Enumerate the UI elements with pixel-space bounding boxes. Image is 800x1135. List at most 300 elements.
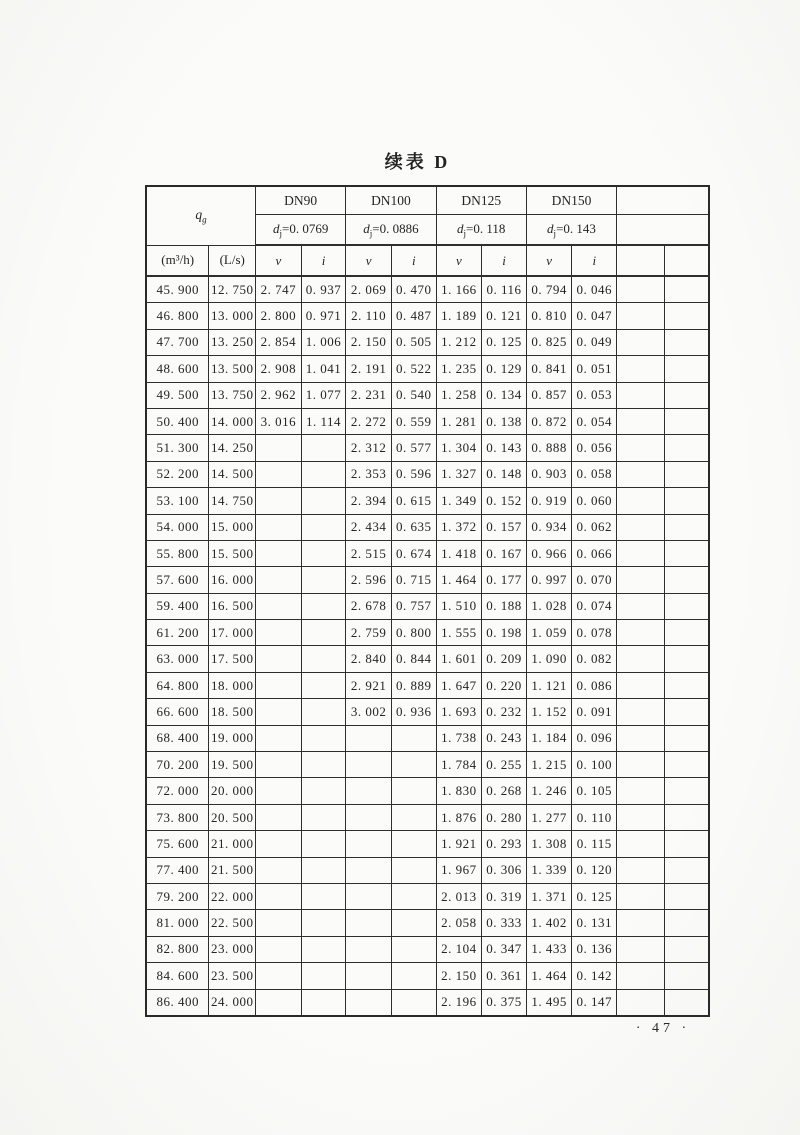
cell-dn150-i: 0. 091 (572, 699, 617, 725)
cell-dn150-v: 1. 215 (526, 752, 572, 778)
cell-extra-1 (617, 672, 665, 698)
header-dj-dn90 (256, 215, 346, 246)
cell-dn90-i (301, 567, 346, 593)
cell-dn100-i (391, 936, 436, 962)
table-row (146, 989, 709, 1016)
cell-dn150-v: 0. 919 (526, 488, 572, 514)
table-row (146, 567, 709, 593)
cell-dn90-i (301, 778, 346, 804)
cell-dn90-v (256, 540, 302, 566)
cell-dn125-i: 0. 148 (482, 461, 527, 487)
cell-extra-2 (664, 303, 709, 329)
table-row (146, 752, 709, 778)
cell-dn150-v: 1. 246 (526, 778, 572, 804)
cell-q-m3h: 86. 400 (146, 989, 209, 1016)
cell-dn100-i: 0. 540 (391, 382, 436, 408)
table-row (146, 857, 709, 883)
cell-q-m3h: 73. 800 (146, 804, 209, 830)
cell-dn90-v (256, 936, 302, 962)
header-extra-blank-1 (617, 186, 709, 215)
cell-dn100-i: 0. 844 (391, 646, 436, 672)
cell-dn90-v (256, 831, 302, 857)
cell-dn125-v: 1. 212 (436, 329, 482, 355)
cell-extra-2 (664, 804, 709, 830)
cell-dn150-i: 0. 053 (572, 382, 617, 408)
cell-dn90-v (256, 857, 302, 883)
cell-dn90-v (256, 804, 302, 830)
cell-dn90-i (301, 831, 346, 857)
cell-dn100-v: 2. 069 (346, 276, 392, 303)
cell-dn125-v: 2. 104 (436, 936, 482, 962)
cell-extra-1 (617, 488, 665, 514)
cell-dn90-i (301, 883, 346, 909)
cell-dn90-i (301, 488, 346, 514)
cell-dn150-i: 0. 120 (572, 857, 617, 883)
cell-dn150-v: 1. 308 (526, 831, 572, 857)
cell-dn90-v (256, 963, 302, 989)
header-i-dn100: i (391, 245, 436, 276)
cell-dn150-v: 1. 339 (526, 857, 572, 883)
cell-dn125-v: 1. 258 (436, 382, 482, 408)
cell-dn150-i: 0. 096 (572, 725, 617, 751)
cell-dn125-i: 0. 198 (482, 620, 527, 646)
cell-dn150-i: 0. 051 (572, 356, 617, 382)
cell-dn125-i: 0. 177 (482, 567, 527, 593)
cell-extra-2 (664, 831, 709, 857)
cell-dn125-i: 0. 125 (482, 329, 527, 355)
cell-dn125-i: 0. 157 (482, 514, 527, 540)
cell-dn90-i: 1. 041 (301, 356, 346, 382)
cell-dn150-v: 0. 966 (526, 540, 572, 566)
cell-dn90-i (301, 646, 346, 672)
cell-extra-2 (664, 593, 709, 619)
cell-q-m3h: 75. 600 (146, 831, 209, 857)
cell-q-m3h: 82. 800 (146, 936, 209, 962)
cell-q-ls: 23. 000 (209, 936, 256, 962)
cell-q-m3h: 53. 100 (146, 488, 209, 514)
cell-dn90-v (256, 883, 302, 909)
header-v-dn100: v (346, 245, 392, 276)
cell-dn100-i: 0. 889 (391, 672, 436, 698)
cell-dn90-v (256, 488, 302, 514)
cell-dn125-v: 1. 281 (436, 408, 482, 434)
cell-dn100-v (346, 804, 392, 830)
cell-dn90-v (256, 514, 302, 540)
cell-dn125-i: 0. 143 (482, 435, 527, 461)
cell-extra-2 (664, 910, 709, 936)
cell-dn100-i (391, 752, 436, 778)
cell-q-m3h: 46. 800 (146, 303, 209, 329)
cell-q-ls: 14. 500 (209, 461, 256, 487)
cell-dn125-i: 0. 121 (482, 303, 527, 329)
cell-dn100-i: 0. 800 (391, 620, 436, 646)
cell-dn100-v: 2. 394 (346, 488, 392, 514)
cell-dn125-v: 1. 327 (436, 461, 482, 487)
cell-q-m3h: 47. 700 (146, 329, 209, 355)
cell-dn150-i: 0. 136 (572, 936, 617, 962)
cell-q-ls: 21. 500 (209, 857, 256, 883)
cell-extra-1 (617, 752, 665, 778)
cell-dn125-i: 0. 268 (482, 778, 527, 804)
d-symbol: d (547, 220, 554, 236)
table-title-text: 续表 D (384, 152, 451, 172)
d-symbol: d (273, 220, 280, 236)
cell-dn90-i (301, 540, 346, 566)
table-row (146, 936, 709, 962)
cell-extra-1 (617, 303, 665, 329)
cell-dn125-i: 0. 306 (482, 857, 527, 883)
cell-dn125-i: 0. 129 (482, 356, 527, 382)
cell-extra-1 (617, 540, 665, 566)
cell-dn90-i: 1. 077 (301, 382, 346, 408)
d-symbol: d (457, 220, 464, 236)
header-row-dn (146, 186, 709, 215)
cell-dn100-v (346, 910, 392, 936)
cell-dn150-v: 1. 371 (526, 883, 572, 909)
cell-dn125-i: 0. 232 (482, 699, 527, 725)
cell-extra-2 (664, 408, 709, 434)
cell-extra-1 (617, 963, 665, 989)
header-dj-dn150 (526, 215, 616, 246)
cell-dn100-v: 2. 110 (346, 303, 392, 329)
cell-dn90-v (256, 699, 302, 725)
cell-dn90-i (301, 963, 346, 989)
cell-extra-2 (664, 514, 709, 540)
cell-q-m3h: 84. 600 (146, 963, 209, 989)
cell-extra-2 (664, 646, 709, 672)
cell-extra-2 (664, 883, 709, 909)
cell-q-ls: 20. 500 (209, 804, 256, 830)
cell-q-m3h: 52. 200 (146, 461, 209, 487)
cell-dn150-i: 0. 142 (572, 963, 617, 989)
cell-q-ls: 19. 500 (209, 752, 256, 778)
cell-q-m3h: 63. 000 (146, 646, 209, 672)
cell-q-ls: 16. 000 (209, 567, 256, 593)
cell-dn125-i: 0. 255 (482, 752, 527, 778)
cell-dn90-v (256, 989, 302, 1016)
cell-dn150-i: 0. 110 (572, 804, 617, 830)
cell-q-m3h: 81. 000 (146, 910, 209, 936)
cell-dn150-v: 0. 794 (526, 276, 572, 303)
cell-dn125-v: 1. 921 (436, 831, 482, 857)
cell-dn125-i: 0. 361 (482, 963, 527, 989)
cell-dn150-v: 1. 028 (526, 593, 572, 619)
cell-dn90-i: 0. 937 (301, 276, 346, 303)
cell-dn100-i: 0. 615 (391, 488, 436, 514)
cell-dn100-v (346, 857, 392, 883)
cell-dn150-v: 0. 872 (526, 408, 572, 434)
cell-q-m3h: 45. 900 (146, 276, 209, 303)
table-row (146, 382, 709, 408)
cell-dn125-i: 0. 280 (482, 804, 527, 830)
cell-q-ls: 24. 000 (209, 989, 256, 1016)
cell-dn125-v: 1. 738 (436, 725, 482, 751)
table-row (146, 514, 709, 540)
cell-dn150-i: 0. 105 (572, 778, 617, 804)
cell-dn150-i: 0. 147 (572, 989, 617, 1016)
cell-dn125-v: 1. 876 (436, 804, 482, 830)
cell-dn125-i: 0. 220 (482, 672, 527, 698)
cell-dn100-v (346, 778, 392, 804)
cell-extra-1 (617, 725, 665, 751)
table-row (146, 435, 709, 461)
cell-dn125-v: 1. 372 (436, 514, 482, 540)
cell-dn125-i: 0. 375 (482, 989, 527, 1016)
cell-dn125-v: 1. 189 (436, 303, 482, 329)
cell-dn90-v: 2. 854 (256, 329, 302, 355)
cell-extra-1 (617, 857, 665, 883)
cell-dn90-i: 1. 114 (301, 408, 346, 434)
table-body (146, 276, 709, 1016)
header-dn125: DN125 (436, 186, 526, 215)
table-row (146, 672, 709, 698)
cell-dn125-i: 0. 188 (482, 593, 527, 619)
cell-q-ls: 15. 500 (209, 540, 256, 566)
cell-q-ls: 15. 000 (209, 514, 256, 540)
cell-dn90-i (301, 725, 346, 751)
cell-extra-1 (617, 408, 665, 434)
cell-dn100-v: 2. 434 (346, 514, 392, 540)
d-equation: =0. 0769 (282, 220, 329, 236)
header-dn100: DN100 (346, 186, 436, 215)
cell-dn125-v: 1. 830 (436, 778, 482, 804)
cell-extra-1 (617, 936, 665, 962)
header-flow-symbol (146, 186, 256, 245)
cell-dn100-v: 2. 150 (346, 329, 392, 355)
cell-dn90-i (301, 910, 346, 936)
cell-dn100-v (346, 936, 392, 962)
cell-dn90-i (301, 672, 346, 698)
cell-dn90-v: 2. 962 (256, 382, 302, 408)
cell-dn150-i: 0. 125 (572, 883, 617, 909)
cell-dn100-i: 0. 505 (391, 329, 436, 355)
cell-extra-1 (617, 329, 665, 355)
cell-dn150-v: 0. 888 (526, 435, 572, 461)
cell-dn150-v: 1. 433 (526, 936, 572, 962)
cell-dn100-v (346, 989, 392, 1016)
cell-q-ls: 13. 750 (209, 382, 256, 408)
cell-extra-1 (617, 514, 665, 540)
cell-q-ls: 13. 500 (209, 356, 256, 382)
cell-extra-2 (664, 382, 709, 408)
cell-dn100-i: 0. 715 (391, 567, 436, 593)
cell-extra-1 (617, 778, 665, 804)
cell-q-ls: 18. 500 (209, 699, 256, 725)
table-row (146, 804, 709, 830)
cell-q-m3h: 66. 600 (146, 699, 209, 725)
cell-dn100-v: 2. 353 (346, 461, 392, 487)
cell-q-m3h: 51. 300 (146, 435, 209, 461)
header-dj-dn125 (436, 215, 526, 246)
cell-dn150-i: 0. 070 (572, 567, 617, 593)
cell-extra-1 (617, 699, 665, 725)
cell-dn90-v: 3. 016 (256, 408, 302, 434)
cell-dn125-i: 0. 319 (482, 883, 527, 909)
cell-q-m3h: 70. 200 (146, 752, 209, 778)
cell-dn150-i: 0. 115 (572, 831, 617, 857)
cell-dn90-i (301, 857, 346, 883)
cell-dn125-i: 0. 243 (482, 725, 527, 751)
d-equation: =0. 0886 (372, 220, 419, 236)
cell-dn150-v: 0. 903 (526, 461, 572, 487)
table-row (146, 620, 709, 646)
cell-dn150-i: 0. 131 (572, 910, 617, 936)
cell-q-ls: 14. 250 (209, 435, 256, 461)
cell-q-m3h: 77. 400 (146, 857, 209, 883)
cell-dn90-v (256, 620, 302, 646)
cell-dn100-i: 0. 470 (391, 276, 436, 303)
cell-q-m3h: 64. 800 (146, 672, 209, 698)
cell-q-m3h: 50. 400 (146, 408, 209, 434)
cell-dn150-i: 0. 049 (572, 329, 617, 355)
cell-dn125-v: 1. 235 (436, 356, 482, 382)
cell-dn125-i: 0. 333 (482, 910, 527, 936)
cell-dn100-i: 0. 487 (391, 303, 436, 329)
cell-extra-1 (617, 435, 665, 461)
cell-dn90-i (301, 752, 346, 778)
cell-dn100-v: 2. 596 (346, 567, 392, 593)
cell-dn90-i (301, 620, 346, 646)
cell-q-ls: 21. 000 (209, 831, 256, 857)
table-row (146, 883, 709, 909)
d-equation: =0. 118 (466, 220, 506, 236)
header-unit-ls: (L/s) (209, 245, 256, 276)
header-i-dn90: i (301, 245, 346, 276)
cell-dn150-i: 0. 060 (572, 488, 617, 514)
header-extra-col-2 (664, 245, 709, 276)
cell-extra-2 (664, 356, 709, 382)
cell-dn100-i: 0. 522 (391, 356, 436, 382)
d-subscript: j (553, 228, 557, 239)
cell-q-ls: 14. 000 (209, 408, 256, 434)
cell-dn125-v: 1. 647 (436, 672, 482, 698)
cell-dn100-i: 0. 635 (391, 514, 436, 540)
cell-q-m3h: 59. 400 (146, 593, 209, 619)
cell-dn150-i: 0. 086 (572, 672, 617, 698)
cell-dn90-i (301, 989, 346, 1016)
cell-dn150-v: 0. 997 (526, 567, 572, 593)
table-row (146, 646, 709, 672)
cell-dn150-v: 0. 857 (526, 382, 572, 408)
cell-extra-2 (664, 752, 709, 778)
cell-extra-1 (617, 989, 665, 1016)
cell-dn100-v: 2. 515 (346, 540, 392, 566)
cell-dn125-v: 1. 304 (436, 435, 482, 461)
cell-dn100-v (346, 883, 392, 909)
cell-dn90-v (256, 778, 302, 804)
cell-dn100-i: 0. 577 (391, 435, 436, 461)
cell-dn100-v: 2. 840 (346, 646, 392, 672)
cell-dn150-v: 1. 121 (526, 672, 572, 698)
table-row (146, 831, 709, 857)
cell-q-ls: 17. 000 (209, 620, 256, 646)
cell-extra-2 (664, 620, 709, 646)
cell-extra-2 (664, 435, 709, 461)
cell-dn125-v: 1. 418 (436, 540, 482, 566)
cell-dn150-i: 0. 056 (572, 435, 617, 461)
cell-dn100-i: 0. 757 (391, 593, 436, 619)
table-row (146, 461, 709, 487)
cell-dn150-v: 1. 402 (526, 910, 572, 936)
cell-dn90-i (301, 514, 346, 540)
cell-dn100-i: 0. 596 (391, 461, 436, 487)
cell-dn100-i (391, 857, 436, 883)
cell-dn125-i: 0. 152 (482, 488, 527, 514)
cell-dn150-i: 0. 047 (572, 303, 617, 329)
cell-q-ls: 13. 000 (209, 303, 256, 329)
cell-dn100-v: 3. 002 (346, 699, 392, 725)
cell-q-m3h: 61. 200 (146, 620, 209, 646)
cell-dn125-v: 1. 464 (436, 567, 482, 593)
cell-dn90-i (301, 461, 346, 487)
data-table (145, 185, 710, 1017)
cell-q-m3h: 48. 600 (146, 356, 209, 382)
cell-extra-1 (617, 883, 665, 909)
cell-q-ls: 20. 000 (209, 778, 256, 804)
cell-dn150-i: 0. 058 (572, 461, 617, 487)
cell-dn125-i: 0. 134 (482, 382, 527, 408)
cell-extra-2 (664, 540, 709, 566)
cell-dn90-v (256, 593, 302, 619)
cell-dn150-v: 1. 464 (526, 963, 572, 989)
cell-dn100-v: 2. 272 (346, 408, 392, 434)
cell-dn150-v: 1. 184 (526, 725, 572, 751)
cell-dn150-i: 0. 054 (572, 408, 617, 434)
cell-dn125-v: 1. 349 (436, 488, 482, 514)
cell-dn150-v: 0. 810 (526, 303, 572, 329)
table-row (146, 725, 709, 751)
cell-dn90-i: 1. 006 (301, 329, 346, 355)
cell-q-m3h: 49. 500 (146, 382, 209, 408)
table-row (146, 303, 709, 329)
cell-dn125-i: 0. 138 (482, 408, 527, 434)
cell-q-m3h: 68. 400 (146, 725, 209, 751)
cell-q-m3h: 57. 600 (146, 567, 209, 593)
cell-q-ls: 22. 000 (209, 883, 256, 909)
cell-dn90-v: 2. 908 (256, 356, 302, 382)
cell-dn150-v: 0. 934 (526, 514, 572, 540)
cell-dn100-i (391, 725, 436, 751)
cell-extra-2 (664, 989, 709, 1016)
cell-extra-2 (664, 567, 709, 593)
cell-dn90-v: 2. 800 (256, 303, 302, 329)
header-row-units (146, 245, 709, 276)
cell-extra-1 (617, 620, 665, 646)
cell-dn125-i: 0. 293 (482, 831, 527, 857)
cell-dn100-v: 2. 191 (346, 356, 392, 382)
header-v-dn150: v (526, 245, 572, 276)
cell-q-m3h: 79. 200 (146, 883, 209, 909)
cell-extra-2 (664, 276, 709, 303)
cell-extra-1 (617, 356, 665, 382)
cell-dn125-i: 0. 167 (482, 540, 527, 566)
d-equation: =0. 143 (556, 220, 596, 236)
cell-extra-1 (617, 461, 665, 487)
cell-dn100-i (391, 831, 436, 857)
cell-extra-2 (664, 461, 709, 487)
d-subscript: j (463, 228, 467, 239)
cell-extra-2 (664, 488, 709, 514)
cell-extra-1 (617, 276, 665, 303)
cell-dn150-v: 1. 152 (526, 699, 572, 725)
cell-dn100-i (391, 910, 436, 936)
cell-extra-2 (664, 963, 709, 989)
cell-dn125-v: 1. 510 (436, 593, 482, 619)
table-row (146, 778, 709, 804)
table-row (146, 593, 709, 619)
cell-dn100-i: 0. 674 (391, 540, 436, 566)
table-row (146, 699, 709, 725)
